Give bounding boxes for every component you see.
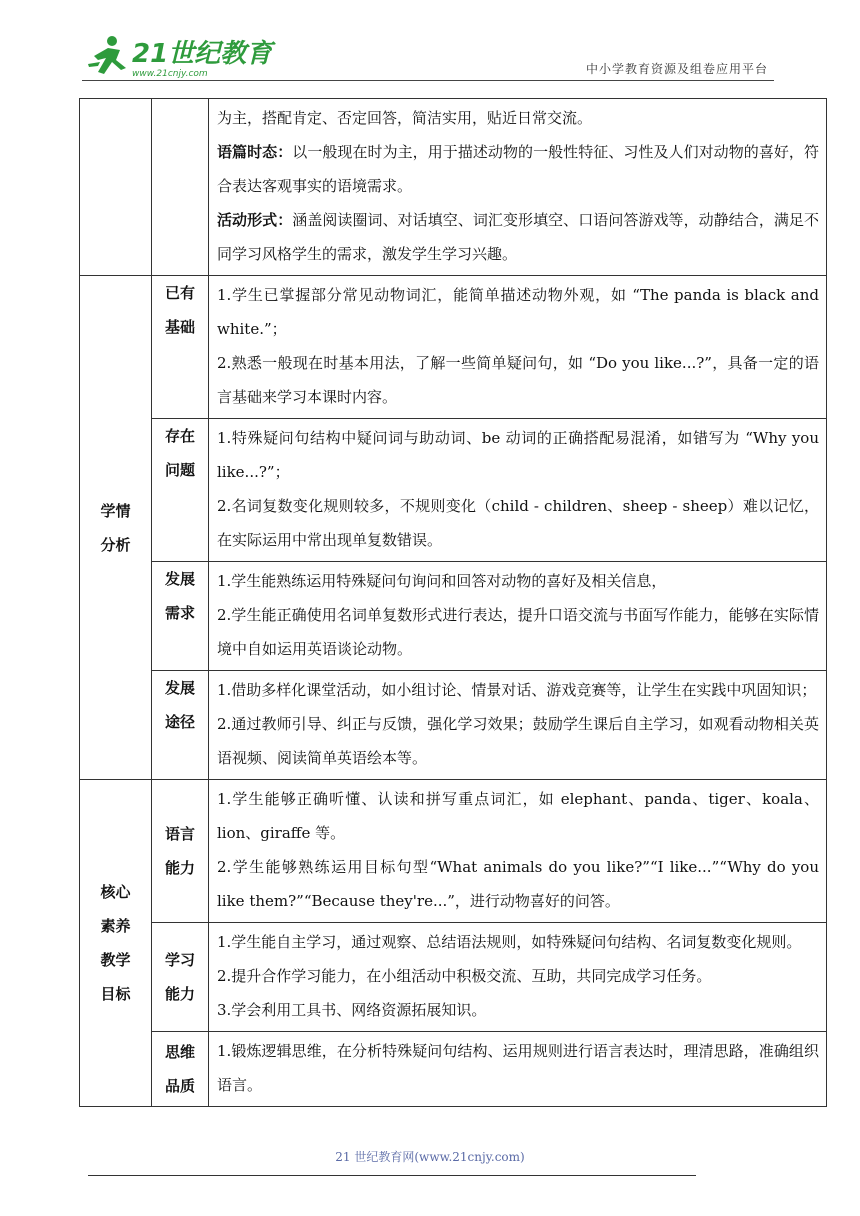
paragraph: 以一般现在时为主，用于描述动物的一般性特征、习性及人们对动物的喜好，符合表达客观事实的语境需求。	[217, 143, 819, 195]
paragraph: 2.名词复数变化规则较多，不规则变化（child - children、sheep - sheep）难以记忆，在实际运用中常出现单复数错误。	[217, 497, 819, 549]
section-label-hexin: 核心 素养 教学 目标	[80, 780, 152, 1107]
footer-divider	[88, 1175, 696, 1176]
table-row	[80, 923, 827, 1032]
logo	[86, 34, 273, 82]
footer-text: 21 世纪教育网(www.21cnjy.com)	[335, 1150, 525, 1164]
paragraph: 2.熟悉一般现在时基本用法，了解一些简单疑问句，如 “Do you like...?”，具备一定的语言基础来学习本课时内容。	[217, 354, 819, 406]
paragraph: 2.通过教师引导、纠正与反馈，强化学习效果；鼓励学生课后自主学习，如观看动物相关英语视频、阅读简单英语绘本等。	[217, 715, 819, 767]
paragraph: 1.锻炼逻辑思维，在分析特殊疑问句结构、运用规则进行语言表达时，理清思路，准确组织语言。	[217, 1042, 819, 1094]
paragraph: 3.学会利用工具书、网络资源拓展知识。	[217, 1001, 487, 1019]
sub-label: 语言 能力	[152, 780, 209, 923]
term-label: 语篇时态：	[217, 143, 293, 161]
sub-label: 发展 途径	[152, 671, 209, 780]
paragraph: 1.学生能自主学习，通过观察、总结语法规则，如特殊疑问句结构、名词复数变化规则。	[217, 933, 802, 951]
table-row	[80, 276, 827, 419]
sub-label: 发展 需求	[152, 562, 209, 671]
logo-text: 21世纪教育	[132, 39, 273, 69]
lesson-plan-table	[79, 98, 827, 1107]
paragraph: 2.学生能正确使用名词单复数形式进行表达，提升口语交流与书面写作能力，能够在实际情境中自如运用英语谈论动物。	[217, 606, 819, 658]
table-row	[80, 1032, 827, 1107]
term-label: 活动形式：	[217, 211, 293, 229]
section-label-xueqing: 学情 分析	[80, 276, 152, 780]
running-figure-icon	[88, 36, 126, 74]
sub-label: 学习 能力	[152, 923, 209, 1032]
header-divider	[82, 80, 774, 81]
paragraph: 1.特殊疑问句结构中疑问词与助动词、be 动词的正确搭配易混淆，如错写为 “Why you like...?”；	[217, 429, 819, 481]
paragraph: 为主，搭配肯定、否定回答，简洁实用，贴近日常交流。	[217, 109, 593, 127]
table-row	[80, 562, 827, 671]
paragraph: 1.学生已掌握部分常见动物词汇，能简单描述动物外观，如 “The panda is black and white.”；	[217, 286, 819, 338]
sub-label: 思维 品质	[152, 1032, 209, 1107]
sub-label: 已有 基础	[152, 276, 209, 419]
paragraph: 2.学生能够熟练运用目标句型“What animals do you like?”“I like...”“Why do you like them?”“Because they're...”，进行动物喜好的问答。	[217, 858, 819, 910]
paragraph: 2.提升合作学习能力，在小组活动中积极交流、互助，共同完成学习任务。	[217, 967, 712, 985]
page-header	[0, 0, 860, 90]
logo-url: www.21cnjy.com	[132, 69, 208, 79]
table-row	[80, 780, 827, 923]
sub-label: 存在 问题	[152, 419, 209, 562]
table-row	[80, 419, 827, 562]
paragraph: 涵盖阅读圈词、对话填空、词汇变形填空、口语问答游戏等，动静结合，满足不同学习风格学生的需求，激发学生学习兴趣。	[217, 211, 819, 263]
platform-name: 中小学教育资源及组卷应用平台	[585, 62, 768, 76]
paragraph: 1.学生能熟练运用特殊疑问句询问和回答对动物的喜好及相关信息，	[217, 572, 667, 590]
table-row-top	[80, 99, 827, 276]
paragraph: 1.借助多样化课堂活动，如小组讨论、情景对话、游戏竞赛等，让学生在实践中巩固知识；	[217, 681, 817, 699]
paragraph: 1.学生能够正确听懂、认读和拼写重点词汇，如 elephant、panda、tiger、koala、lion、giraffe 等。	[217, 790, 819, 842]
table-row	[80, 671, 827, 780]
